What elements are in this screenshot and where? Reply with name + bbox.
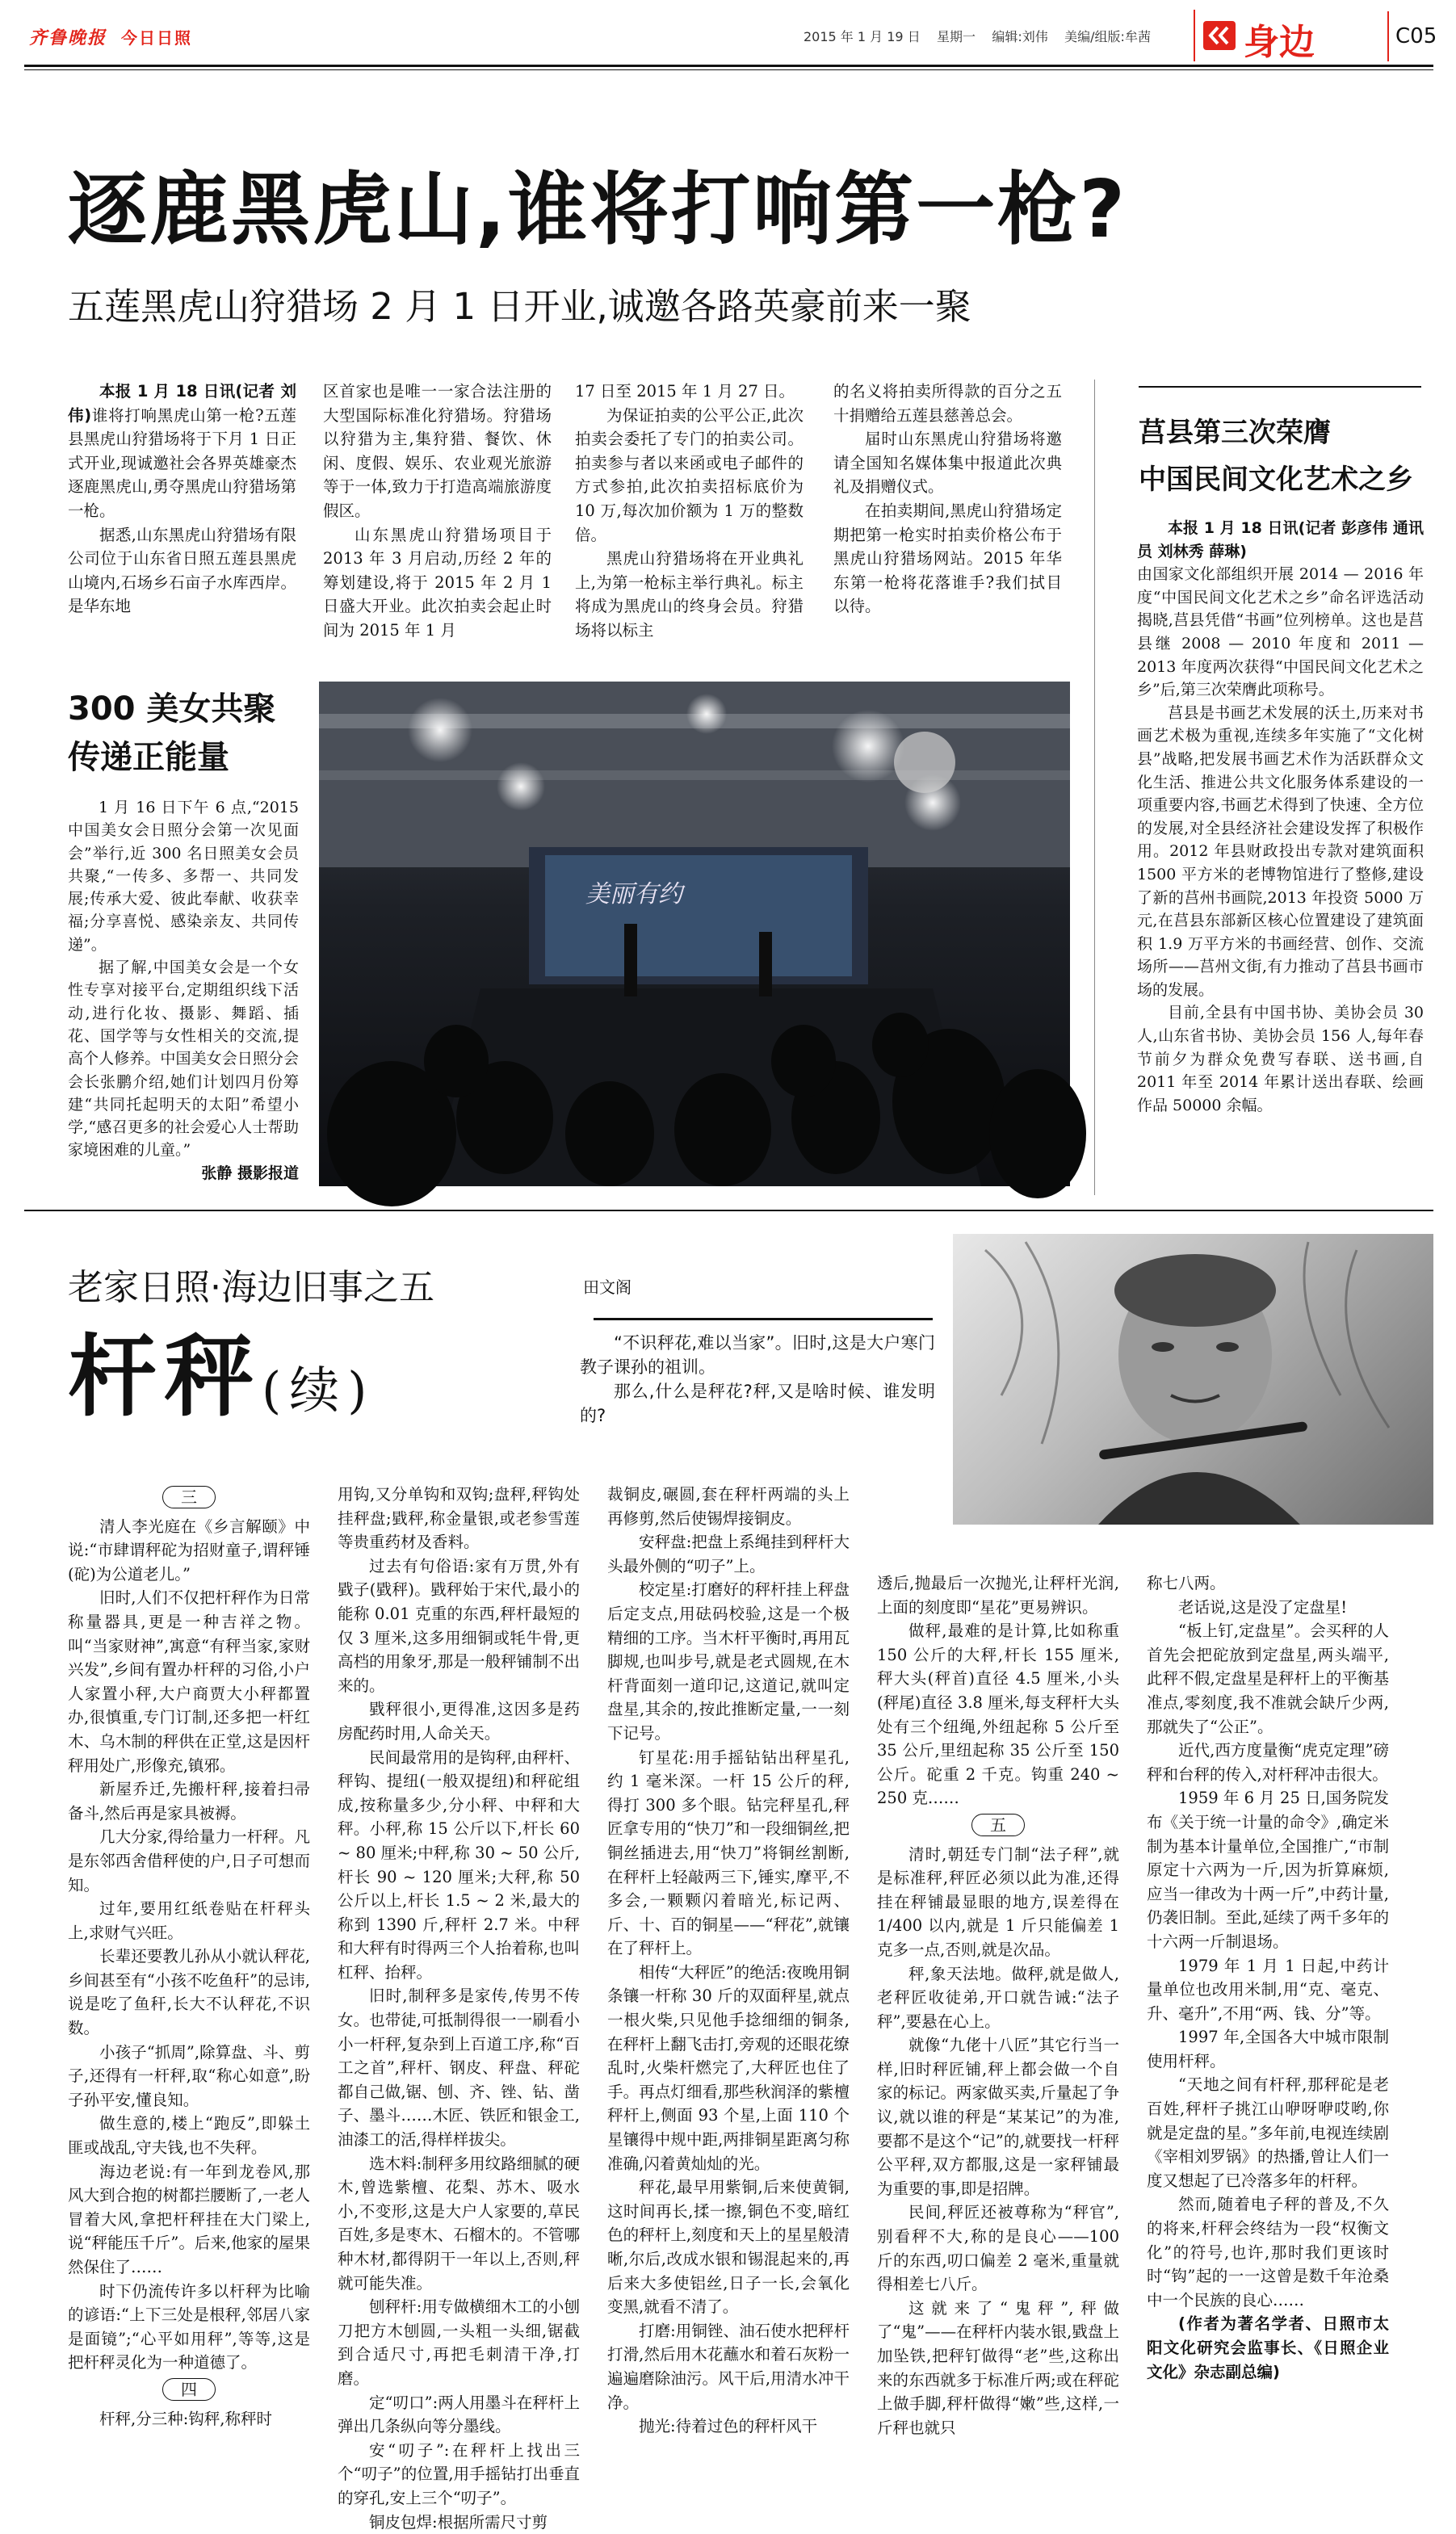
issue-date: 2015 年 1 月 19 日 xyxy=(804,29,921,44)
feature-title-suffix: (续) xyxy=(262,1361,376,1420)
feature-para: 裁铜皮,碾圆,套在秤杆两端的头上再修剪,然后使锡焊接铜皮。 xyxy=(607,1485,850,1528)
feature-para: 校定星:打磨好的秤杆挂上秤盘后定支点,用砝码校验,这是一个极精细的工序。当木杆平衡时,再用瓦脚规,也叫步号,就是老式圆规,在木杆背面刻一道印记,这道记,就叫定盘星,其余的,按此推断定量,一一刻下记号。 xyxy=(607,1580,850,1743)
column-name: 身边 xyxy=(1244,22,1315,63)
feature-col-3 xyxy=(607,1483,850,2452)
feature-para: 安“叨子”:在秤杆上找出三个“叨子”的位置,用手摇钻打出垂直的穿孔,安上三个“叨子”。 xyxy=(338,2440,580,2507)
feature-title xyxy=(68,1316,375,1451)
feature-intro xyxy=(580,1331,935,1425)
feature-para: 就像“九佬十八匠”其它行当一样,旧时秤匠铺,秤上都会做一个自家的标记。两家做买卖,斤量起了争议,就以谁的秤是“某某记”的为准,要都不是这个“记”的,就要找一杆秤公平秤,双方都服,这是一家秤铺最为重要的事,即是招牌。 xyxy=(877,2036,1119,2198)
feature-para: 刨秤杆:用专做横细木工的小刨刀把方木刨圆,一头粗一头细,锯截到合适尺寸,再把毛刺清干净,打磨。 xyxy=(338,2297,580,2388)
lead-subhead: 五莲黑虎山狩猎场 2 月 1 日开业,诚邀各路英豪前来一聚 xyxy=(68,285,971,328)
masthead-info xyxy=(804,27,1151,45)
feature-para: 秤,象天法地。做秤,就是做人,老秤匠收徒弟,开口就告诫:“法子秤”,要悬在心上。 xyxy=(877,1964,1119,2031)
feature-para: 清人李光庭在《乡言解颐》中说:“市肆谓秤砣为招财童子,谓秤锤(砣)为公道老儿。” xyxy=(68,1517,310,1584)
lead-para: 区首家也是唯一一家合法注册的大型国际标准化狩猎场。狩猎场以狩猎为主,集狩猎、餐饮、休闲、度假、娱乐、农业观光旅游等于一体,致力于打造高端旅游度假区。 xyxy=(323,382,552,520)
ju-para: 莒县是书画艺术发展的沃土,历来对书画艺术极为重视,连续多年实施了“文化树县”战略,把发展书画艺术作为活跃群众文化生活、推进公共文化服务体系建设的一项重要内容,书画艺术得到了快速、全方位的发展,对全县经济社会建设发挥了积极作用。2012 年县财政投出专款对建筑面积 1500 平方米的老博物馆进行了整修,建设了新的莒州书画院,2013 年投资 5000 万元,在莒县东部新区核心位置建设了建筑面积 1.9 万平方米的书画经营、创作、交流场所——莒州文街,有力推动了莒县书画市场的发展。 xyxy=(1137,703,1424,999)
feature-para: 安秤盘:把盘上系绳挂到秤杆大头最外侧的“叨子”上。 xyxy=(607,1533,850,1575)
feature-para: 戥秤很小,更得准,这因多是药房配药时用,人命关天。 xyxy=(338,1700,580,1743)
feature-para: 1979 年 1 月 1 日起,中药计量单位也改用米制,用“克、毫克、升、毫升”,不用“两、钱、分”等。 xyxy=(1147,1956,1389,2023)
feature-para: 民间,秤匠还被尊称为“秤官”,别看秤不大,称的是良心——100 斤的东西,叨口偏差 2 毫米,重量就得相差七八斤。 xyxy=(877,2203,1119,2294)
paper-logo: 齐鲁晚报 xyxy=(29,28,107,48)
feature-para: 旧时,人们不仅把杆秤作为日常称量器具,更是一种吉祥之物。叫“当家财神”,寓意“有秤当家,家财兴发”,乡间有置办杆秤的习俗,小户人家置小秤,大户商贾大小秤都置办,很慎重,专门订制,还多把一杆红木、乌木制的秤供在正堂,这是因杆秤用处广,形像充,镇邪。 xyxy=(68,1588,310,1775)
ju-headline-1: 莒县第三次荣膺 xyxy=(1139,417,1331,449)
feature-para: 1959 年 6 月 25 日,国务院发布《关于统一计量的命令》,确定米制为基本计量单位,全国推广,“市制原定十六两为一斤,因为折算麻烦,应当一律改为十两一斤”,中药计量,仍袭旧制。至此,延续了两千多年的十六两一斤制退场。 xyxy=(1147,1789,1389,1951)
feature-para: 称七八两。 xyxy=(1147,1574,1226,1592)
ju-byline: 本报 1 月 18 日讯(记者 彭彦伟 通讯员 刘林秀 薛琳) xyxy=(1137,519,1424,560)
photo-credit: 张静 摄影报道 xyxy=(201,1164,299,1182)
feature-para: “板上钉,定盘星”。会买秤的人首先会把砣放到定盘星,两头端平,此秤不假,定盘星是秤杆上的平衡基准点,零刻度,我不准就会缺斤少两,那就失了“公正”。 xyxy=(1147,1622,1389,1736)
lead-para: 据悉,山东黑虎山狩猎场有限公司位于山东省日照五莲县黑虎山境内,石场乡石亩子水库西岸。是华东地 xyxy=(68,525,296,616)
feature-para: 钉星花:用手摇钻钻出秤星孔,约 1 毫米深。一杆 15 公斤的秤,得打 300 多个眼。钻完秤星孔,秤匠拿专用的“快刀”和一段细铜丝,把铜丝插进去,用“快刀”将铜丝割断,在秤杆上轻敲两三下,锤实,摩平,不多会,一颗颗闪着暗光,标记两、斤、十、百的铜星——“秤花”,就镶在了秤杆上。 xyxy=(607,1747,850,1958)
ju-para: 目前,全县有中国书协、美协会员 30 人,山东省书协、美协会员 156 人,每年春节前夕为群众免费写春联、送书画,自 2011 年至 2014 年累计送出春联、绘画作品 50000 余幅。 xyxy=(1137,1004,1424,1114)
feature-para: 定“叨口”:两人用墨斗在秤杆上弹出几条纵向等分墨线。 xyxy=(338,2393,580,2436)
feature-para: 近代,西方度量衡“虎克定理”磅秤和台秤的传入,对杆秤冲击很大。 xyxy=(1147,1741,1389,1784)
feature-para: 抛光:待着过色的秤杆风干 xyxy=(639,2417,818,2436)
feature-para: 选木料:制秤多用纹路细腻的硬木,曾选紫檀、花梨、苏木、吸水小,不变形,这是大户人家要的,草民百姓,多是枣木、石榴木的。不管哪种木材,都得阴干一年以上,否则,秤就可能失准。 xyxy=(338,2154,580,2293)
ju-para: 由国家文化部组织开展 2014 — 2016 年度“中国民间文化艺术之乡”命名评选活动揭晓,莒县凭借“书画”位列榜单。这也是莒县继 2008 — 2010 年度和 2011 — 2013 年度两次获得“中国民间文化艺术之乡”后,第三次荣膺此项称号。 xyxy=(1137,565,1424,699)
lead-para: 在拍卖期间,黑虎山狩猎场定期把第一枪实时拍卖价格公布于黑虎山狩猎场网站。2015 年华东第一枪将花落谁手?我们拭目以待。 xyxy=(833,501,1062,616)
feature-intro-line: 那么,什么是秤花?秤,又是啥时候、谁发明的? xyxy=(580,1382,935,1425)
feature-intro-line: “不识秤花,难以当家”。旧时,这是大户寒门教子课孙的祖训。 xyxy=(580,1333,935,1377)
lead-col-3 xyxy=(575,380,804,640)
feature-para: 做秤,最难的是计算,比如称重 150 公斤的大秤,杆长 155 厘米,秤大头(秤首)直径 4.5 厘米,小头(秤尾)直径 3.8 厘米,每支秤杆大头处有三个纽绳,外纽起称 5 公斤至 35 公斤,里纽起称 35 公斤至 150 公斤。砣重 2 千克。钩重 240 ~ 250 克…… xyxy=(877,1622,1119,1808)
beauty-para: 1 月 16 日下午 6 点,“2015 中国美女会日照分会第一次见面会”举行,近 300 名日照美女会员共聚,“一传多、多帮一、共同发展;传承大爱、彼此奉献、收获幸福;分享喜悦、感染亲友、共同传递”。 xyxy=(68,799,299,954)
feature-para: 杆秤,分三种:钩秤,称秤时 xyxy=(99,2409,272,2428)
chevron-left-icon xyxy=(1203,21,1236,50)
feature-para: 做生意的,楼上“跑反”,即躲土匪或战乱,守夫钱,也不失秤。 xyxy=(68,2114,310,2158)
lead-para: 的名义将拍卖所得款的百分之五十捐赠给五莲县慈善总会。 xyxy=(833,382,1062,425)
feature-para: 海边老说:有一年到龙卷风,那风大到合抱的树都拦腰断了,一老人冒着大风,拿把杆秤挂在大门梁上,说“秤能压千斤”。后来,他家的屋果然保住了…… xyxy=(68,2162,310,2276)
photo-stage-banner: 美丽有约 xyxy=(585,880,682,908)
lead-para: 黑虎山狩猎场将在开业典礼上,为第一枪标主举行典礼。标主将成为黑虎山的终身会员。狩猎场将以标主 xyxy=(575,549,804,640)
beauty-para: 据了解,中国美女会是一个女性专享对接平台,定期组织线下活动,进行化妆、摄影、舞蹈、插花、国学等与女性相关的交流,提高个人修养。中国美女会日照分会会长张鹏介绍,她们计划四月份筹建“共同托起明天的太阳”希望小学,“感召更多的社会爱心人士帮助家境困难的儿童。” xyxy=(68,959,299,1160)
feature-para: 打磨:用铜锉、油石使水把秤杆打滑,然后用木花蘸水和着石灰粉一遍遍磨除油污。风干后,用清水冲干净。 xyxy=(607,2321,850,2412)
author-note: (作者为著名学者、日照市太阳文化研究会监事长、《日照企业文化》杂志副总编) xyxy=(1147,2314,1389,2381)
lead-headline: 逐鹿黑虎山,谁将打响第一枪? xyxy=(68,164,1128,256)
lead-col-4 xyxy=(833,380,1062,622)
ju-headline-2: 中国民间文化艺术之乡 xyxy=(1139,464,1413,496)
feature-para: “天地之间有杆秤,那秤砣是老百姓,秤杆子挑江山咿呀咿哎哟,你就是定盘的星。”多年前,电视连续剧《宰相刘罗锅》的热播,曾让人们一度又想起了已冷落多年的杆秤。 xyxy=(1147,2075,1389,2190)
beauty-headline-1: 300 美女共聚 xyxy=(68,690,276,728)
portrait-photo xyxy=(953,1234,1433,1525)
feature-para: 秤花,最早用紫铜,后来使黄铜,这时间再长,揉一擦,铜色不变,暗红色的秤杆上,刻度和天上的星星般清晰,尔后,改成水银和锡混起来的,再后来大多使铝丝,日子一长,会氧化变黑,就看不清了。 xyxy=(607,2178,850,2317)
feature-col-2 xyxy=(338,1483,580,2532)
beauty-body xyxy=(68,796,299,1182)
feature-col-1 xyxy=(68,1483,310,2452)
section-marker: 五 xyxy=(877,1814,1119,1838)
designer-credit: 美编/组版:牟茜 xyxy=(1064,29,1151,44)
feature-para: 然而,随着电子秤的普及,不久的将来,杆秤会终结为一段“权衡文化”的符号,也许,那时我们更该时时“钩”起的一一这曾是数千年沧桑中一个民族的良心…… xyxy=(1147,2195,1389,2310)
feature-para: 1997 年,全国各大中城市限制使用杆秤。 xyxy=(1147,2028,1389,2070)
lead-col-1 xyxy=(68,380,296,622)
lead-para: 为保证拍卖的公平公正,此次拍卖会委托了专门的拍卖公司。拍卖参与者以来函或电子邮件的方式参拍,此次拍卖招标底价为 10 万,每次加价额为 1 万的整数倍。 xyxy=(575,405,804,544)
lead-byline: 本报 1 月 18 日讯(记者 刘伟) xyxy=(68,382,296,425)
feature-para: 老话说,这是没了定盘星! xyxy=(1178,1597,1348,1617)
editor-credit: 编辑:刘伟 xyxy=(992,29,1048,44)
feature-series: 老家日照·海边旧事之五 xyxy=(68,1267,434,1308)
issue-weekday: 星期一 xyxy=(937,29,976,44)
feature-para: 清时,朝廷专门制“法子秤”,就是标准秤,秤匠必须以此为准,还得挂在秤铺最显眼的地方,误差得在 1/400 以内,就是 1 斤只能偏差 1 克多一点,否则,就是次品。 xyxy=(877,1844,1119,1959)
lead-para: 谁将打响黑虎山第一枪?五莲县黑虎山狩猎场将于下月 1 日正式开业,现诚邀社会各界英雄豪杰逐鹿黑虎山,勇夺黑虎山狩猎场第一枪。 xyxy=(68,405,296,520)
feature-para: 新屋乔迁,先搬杆秤,接着扫帚备斗,然后再是家具被褥。 xyxy=(68,1780,310,1823)
feature-author: 田文阁 xyxy=(583,1277,631,1297)
feature-para: 长辈还要教儿孙从小就认秤花,乡间甚至有“小孩不吃鱼秆”的忌讳,说是吃了鱼秆,长大不认秤花,不识数。 xyxy=(68,1947,310,2038)
feature-para: 小孩子“抓周”,除算盘、斗、剪子,还得有一杆秤,取“称心如意”,盼子孙平安,懂良知。 xyxy=(68,2042,310,2109)
feature-para: 过去有句俗语:家有万贯,外有戥子(戥秤)。戥秤始于宋代,最小的能称 0.01 克重的东西,秤杆最短的仅 3 厘米,这多用细铜或牦牛骨,更高档的用象牙,那是一般秤铺制不出来的。 xyxy=(338,1556,580,1695)
section-marker: 四 xyxy=(68,2378,310,2402)
feature-title-main: 杆秤 xyxy=(68,1324,262,1429)
beauty-headline-2: 传递正能量 xyxy=(68,739,229,776)
feature-para: 时下仍流传许多以杆秤为比喻的谚语:“上下三处是根秤,邻居八家是面镜”;“心平如用秤”,等等,这是把杆秤灵化为一种道德了。 xyxy=(68,2281,310,2372)
feature-para: 铜皮包焊:根据所需尺寸剪 xyxy=(369,2512,548,2532)
ju-body xyxy=(1137,517,1424,1187)
feature-para: 过年,要用红纸卷贴在杆秤头上,求财气兴旺。 xyxy=(68,1899,310,1942)
feature-para: 透后,抛最后一次抛光,让秤杆光润,上面的刻度即“星花”更易辨识。 xyxy=(877,1574,1119,1617)
section-marker: 三 xyxy=(68,1486,310,1510)
lead-para: 山东黑虎山狩猎场项目于 2013 年 3 月启动,历经 2 年的筹划建设,将于 2015 年 2 月 1 日盛大开业。此次拍卖会起止时间为 2015 年 1 月 xyxy=(323,525,552,640)
lead-para: 届时山东黑虎山狩猎场将邀请全国知名媒体集中报道此次典礼及捐赠仪式。 xyxy=(833,430,1062,497)
lead-col-2 xyxy=(323,380,552,640)
feature-para: 旧时,制秤多是家传,传男不传女。也带徒,可抵制得很一一刷看小小一杆秤,复杂到上百道工序,称“百工之首”,秤杆、钢皮、秤盘、秤砣都自己做,锯、刨、齐、锉、钻、凿子、墨斗……木匠、铁匠和银金工,油漆工的活,得样样拔尖。 xyxy=(338,1987,580,2150)
masthead-rule xyxy=(24,65,1433,67)
feature-col-5 xyxy=(1147,1571,1389,2452)
feature-para: 这就来了“鬼秤”,秤做了“鬼”——在秤杆内装水银,戥盘上加坠铁,把秤钉做得“老”些,这称出来的东西就多于标准斤两;或在秤砣上做手脚,秤杆做得“嫩”些,这样,一斤秤也就只 xyxy=(877,2298,1119,2437)
section-rule xyxy=(24,1210,1433,1211)
feature-para: 几大分家,得给量力一杆秤。凡是东邻西舍借秤使的户,日子可想而知。 xyxy=(68,1827,310,1894)
feature-para: 相传“大秤匠”的绝活:夜晚用铜条镶一杆称 30 斤的双面秤星,就点一根火柴,只见他手捻细细的铜条,在秤杆上翻飞击打,旁观的还眼花缭乱时,火柴杆燃完了,大秤匠也住了手。再点灯细看,那些秋润泽的紫檀秤杆上,侧面 93 个星,上面 110 个星镶得中规中距,两排铜星距离匀称准确,闪着黄灿灿的光。 xyxy=(607,1962,850,2173)
lead-para: 17 日至 2015 年 1 月 27 日。 xyxy=(575,382,795,401)
section-label: 今日日照 xyxy=(121,28,192,48)
feature-para: 用钩,又分单钩和双钩;盘秤,秤钩处挂秤盘;戥秤,称金量银,或老参雪莲等贵重药材及香料。 xyxy=(338,1485,580,1552)
page-number: C05 xyxy=(1395,24,1437,48)
event-photo xyxy=(319,682,1070,1186)
feature-para: 民间最常用的是钩秤,由秤杆、秤钩、提纽(一般双提纽)和秤砣组成,按称量多少,分小秤、中秤和大秤。小秤,称 15 公斤以下,杆长 60 ~ 80 厘米;中秤,称 30 ~ 50 公斤,杆长 90 ~ 120 厘米;大秤,称 50 公斤以上,杆长 1.5 ~ 2 米,最大的称到 1390 斤,秤杆 2.7 米。中秤和大秤有时得两三个人抬着称,也叫杠秤、抬秤。 xyxy=(338,1747,580,1982)
feature-col-4 xyxy=(877,1571,1119,2452)
